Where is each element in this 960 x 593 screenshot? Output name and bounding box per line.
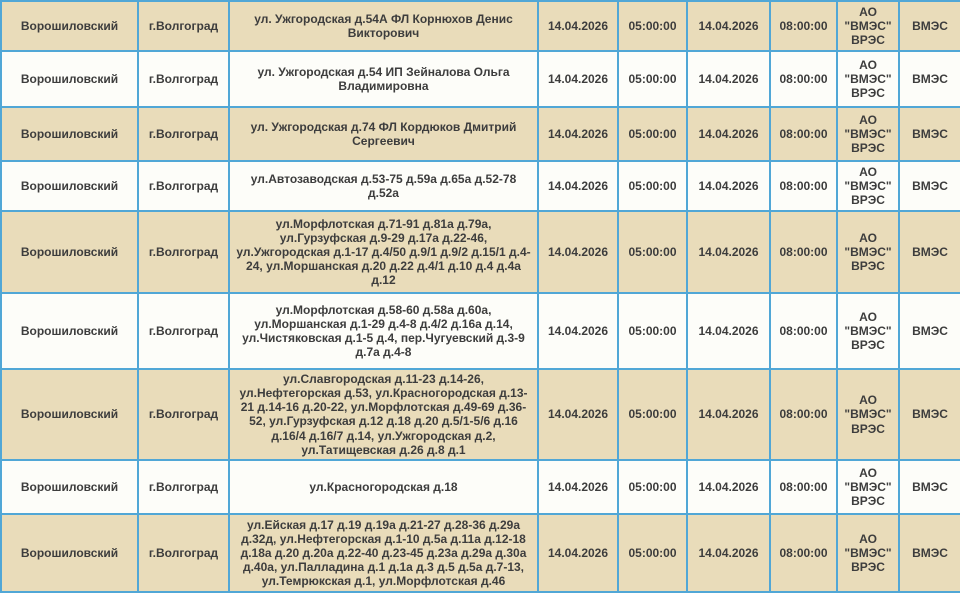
cell-end-time: 08:00:00 xyxy=(770,369,837,460)
table-row xyxy=(1,211,960,293)
cell-end-date: 14.04.2026 xyxy=(687,514,770,592)
cell-end-date: 14.04.2026 xyxy=(687,460,770,514)
cell-addresses: ул.Ейская д.17 д.19 д.19а д.21-27 д.28-36 д.29а д.32д, ул.Нефтегорская д.1-10 д.5а д.11а д.12-18 д.18а д.20 д.20а д.22-40 д.23-45 д.23а д.29а д.30а д.40а, ул.Палладина д.1 д.1а д.3 д.5 д.5а д.7-13, ул.Темрюкская д.1, ул.Морфлотская д.46 xyxy=(229,514,538,592)
cell-end-date: 14.04.2026 xyxy=(687,293,770,369)
cell-start-time: 05:00:00 xyxy=(618,1,687,51)
table-row xyxy=(1,107,960,161)
cell-start-time: 05:00:00 xyxy=(618,460,687,514)
cell-end-date: 14.04.2026 xyxy=(687,107,770,161)
cell-district: Ворошиловский xyxy=(1,1,138,51)
cell-district: Ворошиловский xyxy=(1,51,138,107)
cell-grid: ВМЭС xyxy=(899,514,960,592)
cell-start-date: 14.04.2026 xyxy=(538,107,618,161)
cell-city: г.Волгоград xyxy=(138,460,229,514)
cell-start-date: 14.04.2026 xyxy=(538,211,618,293)
cell-organization: АО "ВМЭС" ВРЭС xyxy=(837,369,899,460)
table-row xyxy=(1,1,960,51)
cell-start-date: 14.04.2026 xyxy=(538,1,618,51)
cell-start-time: 05:00:00 xyxy=(618,211,687,293)
cell-end-time: 08:00:00 xyxy=(770,1,837,51)
cell-start-time: 05:00:00 xyxy=(618,107,687,161)
table-row xyxy=(1,161,960,211)
cell-district: Ворошиловский xyxy=(1,369,138,460)
cell-organization: АО "ВМЭС" ВРЭС xyxy=(837,107,899,161)
cell-district: Ворошиловский xyxy=(1,514,138,592)
cell-start-date: 14.04.2026 xyxy=(538,369,618,460)
table-row xyxy=(1,293,960,369)
cell-start-time: 05:00:00 xyxy=(618,161,687,211)
cell-city: г.Волгоград xyxy=(138,514,229,592)
cell-district: Ворошиловский xyxy=(1,293,138,369)
cell-end-time: 08:00:00 xyxy=(770,161,837,211)
cell-end-date: 14.04.2026 xyxy=(687,211,770,293)
table-row xyxy=(1,369,960,460)
cell-end-date: 14.04.2026 xyxy=(687,369,770,460)
cell-start-date: 14.04.2026 xyxy=(538,161,618,211)
cell-grid: ВМЭС xyxy=(899,369,960,460)
cell-district: Ворошиловский xyxy=(1,161,138,211)
cell-city: г.Волгоград xyxy=(138,51,229,107)
cell-addresses: ул.Автозаводская д.53-75 д.59а д.65а д.52-78 д.52а xyxy=(229,161,538,211)
cell-city: г.Волгоград xyxy=(138,161,229,211)
cell-organization: АО "ВМЭС" ВРЭС xyxy=(837,293,899,369)
cell-organization: АО "ВМЭС" ВРЭС xyxy=(837,211,899,293)
cell-addresses: ул. Ужгородская д.74 ФЛ Кордюков Дмитрий Сергеевич xyxy=(229,107,538,161)
cell-grid: ВМЭС xyxy=(899,107,960,161)
cell-start-time: 05:00:00 xyxy=(618,514,687,592)
cell-district: Ворошиловский xyxy=(1,107,138,161)
cell-organization: АО "ВМЭС" ВРЭС xyxy=(837,514,899,592)
cell-end-time: 08:00:00 xyxy=(770,107,837,161)
cell-end-time: 08:00:00 xyxy=(770,460,837,514)
cell-addresses: ул. Ужгородская д.54 ИП Зейналова Ольга Владимировна xyxy=(229,51,538,107)
cell-start-date: 14.04.2026 xyxy=(538,514,618,592)
cell-addresses: ул.Красногородская д.18 xyxy=(229,460,538,514)
cell-city: г.Волгоград xyxy=(138,293,229,369)
cell-grid: ВМЭС xyxy=(899,293,960,369)
cell-grid: ВМЭС xyxy=(899,1,960,51)
table-row xyxy=(1,514,960,592)
cell-end-time: 08:00:00 xyxy=(770,211,837,293)
cell-end-time: 08:00:00 xyxy=(770,514,837,592)
cell-city: г.Волгоград xyxy=(138,1,229,51)
cell-addresses: ул.Морфлотская д.58-60 д.58а д.60а, ул.Моршанская д.1-29 д.4-8 д.4/2 д.16а д.14, ул.Чистяковская д.1-5 д.4, пер.Чугуевский д.3-9 д.7а д.4-8 xyxy=(229,293,538,369)
cell-addresses: ул.Славгородская д.11-23 д.14-26, ул.Нефтегорская д.53, ул.Красногородская д.13-21 д.14-16 д.20-22, ул.Морфлотская д.49-69 д.36-52, ул.Гурзуфская д.12 д.18 д.20 д.5/1-5/6 д.16 д.16/4 д.16/7 д.14, ул.Ужгородская д.2, ул.Татищевская д.26 д.8 д.1 xyxy=(229,369,538,460)
table-row xyxy=(1,460,960,514)
cell-grid: ВМЭС xyxy=(899,460,960,514)
cell-addresses: ул.Морфлотская д.71-91 д.81а д.79а, ул.Гурзуфская д.9-29 д.17а д.22-46, ул.Ужгородская д.1-17 д.4/50 д.9/1 д.9/2 д.15/1 д.4-24, ул.Моршанская д.20 д.22 д.4/1 д.10 д.4 д.4а д.12 xyxy=(229,211,538,293)
cell-organization: АО "ВМЭС" ВРЭС xyxy=(837,1,899,51)
cell-organization: АО "ВМЭС" ВРЭС xyxy=(837,51,899,107)
cell-addresses: ул. Ужгородская д.54А ФЛ Корнюхов Денис Викторович xyxy=(229,1,538,51)
cell-district: Ворошиловский xyxy=(1,211,138,293)
cell-city: г.Волгоград xyxy=(138,107,229,161)
cell-end-date: 14.04.2026 xyxy=(687,51,770,107)
cell-city: г.Волгоград xyxy=(138,211,229,293)
cell-grid: ВМЭС xyxy=(899,51,960,107)
cell-district: Ворошиловский xyxy=(1,460,138,514)
cell-start-time: 05:00:00 xyxy=(618,293,687,369)
cell-end-date: 14.04.2026 xyxy=(687,1,770,51)
cell-start-time: 05:00:00 xyxy=(618,369,687,460)
cell-start-time: 05:00:00 xyxy=(618,51,687,107)
cell-grid: ВМЭС xyxy=(899,161,960,211)
cell-end-date: 14.04.2026 xyxy=(687,161,770,211)
cell-start-date: 14.04.2026 xyxy=(538,293,618,369)
cell-city: г.Волгоград xyxy=(138,369,229,460)
table-row xyxy=(1,51,960,107)
cell-end-time: 08:00:00 xyxy=(770,293,837,369)
cell-start-date: 14.04.2026 xyxy=(538,51,618,107)
cell-start-date: 14.04.2026 xyxy=(538,460,618,514)
cell-organization: АО "ВМЭС" ВРЭС xyxy=(837,161,899,211)
cell-grid: ВМЭС xyxy=(899,211,960,293)
cell-organization: АО "ВМЭС" ВРЭС xyxy=(837,460,899,514)
cell-end-time: 08:00:00 xyxy=(770,51,837,107)
